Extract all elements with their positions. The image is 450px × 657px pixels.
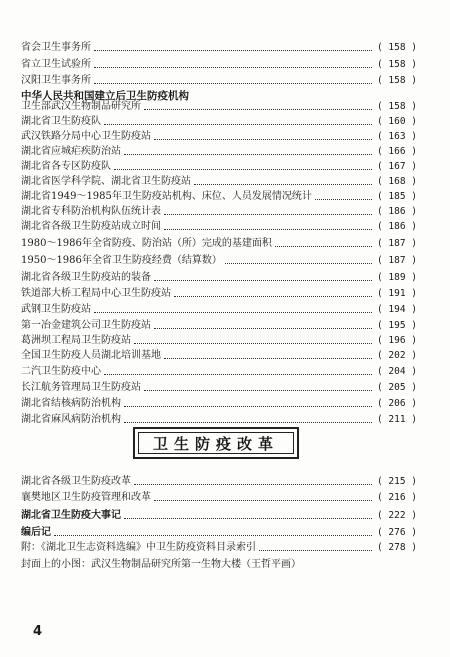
toc-entry xyxy=(21,114,417,128)
toc-entry-title: 长江航务管理局卫生防疫站 xyxy=(21,382,141,393)
leader-dots xyxy=(164,214,372,215)
leader-dots xyxy=(164,229,372,230)
toc-entry-title: 省立卫生试验所 xyxy=(21,59,91,70)
toc-entry xyxy=(21,99,417,113)
toc-entry xyxy=(21,73,417,87)
toc-entry xyxy=(21,302,417,316)
toc-entry xyxy=(21,189,417,203)
toc-entry-title: 湖北省各级卫生防疫站成立时间 xyxy=(21,221,161,232)
page-number: 4 xyxy=(33,624,43,639)
toc-entry-title: 武钢卫生防疫站 xyxy=(21,304,91,315)
toc-entry-title: 湖北省应城疟疾防治站 xyxy=(21,146,121,157)
toc-entry-page: ( 222 ) xyxy=(376,510,417,521)
toc-entry-page: ( 191 ) xyxy=(376,288,417,299)
section-banner xyxy=(133,427,299,459)
leader-dots xyxy=(134,343,372,344)
leader-dots xyxy=(94,312,372,313)
toc-entry-title: 湖北省卫生防疫大事记 xyxy=(21,510,121,521)
toc-entry-title: 湖北省各级卫生防疫改革 xyxy=(21,476,131,487)
toc-entry-page: ( 189 ) xyxy=(376,272,417,283)
toc-entry xyxy=(21,270,417,284)
toc-entry-title: 湖北省医学科学院、湖北省卫生防疫站 xyxy=(21,176,191,187)
leader-dots xyxy=(154,500,372,501)
toc-entry xyxy=(21,380,417,394)
toc-entry xyxy=(21,174,417,188)
toc-entry-chronicle xyxy=(21,508,417,522)
toc-entry-page: ( 158 ) xyxy=(376,59,417,70)
leader-dots xyxy=(144,390,372,391)
toc-entry-page: ( 187 ) xyxy=(376,238,417,249)
toc-entry-page: ( 196 ) xyxy=(376,335,417,346)
cover-note: 封面上的小图：武汉生物制品研究所第一生物大楼（王哲平画） xyxy=(21,559,301,570)
toc-entry xyxy=(21,318,417,332)
toc-entry xyxy=(21,219,417,233)
toc-entry-page: ( 187 ) xyxy=(376,255,417,266)
toc-entry xyxy=(21,348,417,362)
toc-entry-title: 全国卫生防疫人员湖北培训基地 xyxy=(21,350,161,361)
toc-entry-page: ( 276 ) xyxy=(376,527,417,538)
toc-entry-page: ( 158 ) xyxy=(376,42,417,53)
leader-dots xyxy=(94,50,372,51)
toc-entry-page: ( 166 ) xyxy=(376,146,417,157)
leader-dots xyxy=(104,374,372,375)
toc-entry-title: 铁道部大桥工程局中心卫生防疫站 xyxy=(21,288,171,299)
toc-entry xyxy=(21,333,417,347)
toc-entry-title: 1950～1986年全省卫生防疫经费（结算数） xyxy=(21,255,222,266)
leader-dots xyxy=(54,535,372,536)
leader-dots xyxy=(164,358,372,359)
toc-entry xyxy=(21,204,417,218)
leader-dots xyxy=(94,67,372,68)
toc-entry-appendix xyxy=(21,540,417,554)
toc-entry-page: ( 278 ) xyxy=(376,542,417,553)
toc-entry-title: 湖北省结核病防治机构 xyxy=(21,398,121,409)
toc-entry-title: 湖北省麻风病防治机构 xyxy=(21,414,121,425)
leader-dots xyxy=(114,169,372,170)
toc-entry-page: ( 186 ) xyxy=(376,221,417,232)
toc-entry xyxy=(21,236,417,250)
toc-entry-title: 武汉铁路分局中心卫生防疫站 xyxy=(21,131,151,142)
leader-dots xyxy=(275,246,372,247)
toc-entry-title: 附：《湖北卫生志资料选编》中卫生防疫资料目录索引 xyxy=(21,542,256,553)
toc-entry-title: 湖北省1949～1985年卫生防疫站机构、床位、人员发展情况统计 xyxy=(21,191,312,202)
toc-entry-title: 湖北省各级卫生防疫站的装备 xyxy=(21,272,151,283)
toc-entry xyxy=(21,57,417,71)
toc-entry-page: ( 194 ) xyxy=(376,304,417,315)
toc-entry-title: 襄樊地区卫生防疫管理和改革 xyxy=(21,492,151,503)
toc-entry-page: ( 215 ) xyxy=(376,476,417,487)
toc-entry-title: 葛洲坝工程局卫生防疫站 xyxy=(21,335,131,346)
toc-entry xyxy=(21,253,417,267)
toc-entry-page: ( 158 ) xyxy=(376,75,417,86)
toc-entry xyxy=(21,144,417,158)
leader-dots xyxy=(124,518,372,519)
leader-dots xyxy=(259,550,372,551)
toc-entry-title: 1980～1986年全省防疫、防治站（所）完成的基建面积 xyxy=(21,238,272,249)
toc-entry xyxy=(21,159,417,173)
leader-dots xyxy=(315,199,372,200)
toc-entry-page: ( 160 ) xyxy=(376,116,417,127)
toc-entry-page: ( 206 ) xyxy=(376,398,417,409)
leader-dots xyxy=(194,184,372,185)
banner-title: 卫生防疫改革 xyxy=(152,434,279,453)
toc-entry xyxy=(21,474,417,488)
toc-entry xyxy=(21,396,417,410)
leader-dots xyxy=(154,328,372,329)
section-heading: 中华人民共和国建立后卫生防疫机构 xyxy=(21,90,189,102)
leader-dots xyxy=(124,422,372,423)
toc-entry-page: ( 167 ) xyxy=(376,161,417,172)
toc-entry-title: 二汽卫生防疫中心 xyxy=(21,366,101,377)
toc-entry xyxy=(21,490,417,504)
toc-entry-title: 汉阳卫生事务所 xyxy=(21,75,91,86)
toc-entry-page: ( 202 ) xyxy=(376,350,417,361)
toc-entry xyxy=(21,412,417,426)
toc-entry-title: 湖北省各专区防疫队 xyxy=(21,161,111,172)
leader-dots xyxy=(225,263,372,264)
toc-entry-page: ( 205 ) xyxy=(376,382,417,393)
toc-entry xyxy=(21,40,417,54)
leader-dots xyxy=(124,406,372,407)
leader-dots xyxy=(124,154,372,155)
toc-entry-afterword xyxy=(21,525,417,539)
leader-dots xyxy=(104,124,372,125)
toc-entry-page: ( 216 ) xyxy=(376,492,417,503)
toc-entry-page: ( 211 ) xyxy=(376,414,417,425)
toc-entry-title: 湖北省卫生防疫队 xyxy=(21,116,101,127)
toc-entry xyxy=(21,129,417,143)
leader-dots xyxy=(144,109,372,110)
toc-entry-page: ( 168 ) xyxy=(376,176,417,187)
leader-dots xyxy=(154,139,372,140)
toc-entry-title: 编后记 xyxy=(21,527,51,538)
toc-entry-page: ( 186 ) xyxy=(376,206,417,217)
leader-dots xyxy=(154,280,372,281)
toc-entry-title: 湖北省专科防治机构队伍统计表 xyxy=(21,206,161,217)
toc-entry-page: ( 195 ) xyxy=(376,320,417,331)
leader-dots xyxy=(174,296,372,297)
toc-entry xyxy=(21,286,417,300)
toc-entry-title: 省会卫生事务所 xyxy=(21,42,91,53)
toc-entry-page: ( 185 ) xyxy=(376,191,417,202)
toc-entry-page: ( 204 ) xyxy=(376,366,417,377)
toc-entry-title: 第一冶金建筑公司卫生防疫站 xyxy=(21,320,151,331)
toc-entry-page: ( 158 ) xyxy=(376,101,417,112)
toc-entry-title: 卫生部武汉生物制品研究所 xyxy=(21,101,141,112)
leader-dots xyxy=(134,484,372,485)
toc-entry-page: ( 163 ) xyxy=(376,131,417,142)
toc-entry xyxy=(21,364,417,378)
leader-dots xyxy=(94,83,372,84)
